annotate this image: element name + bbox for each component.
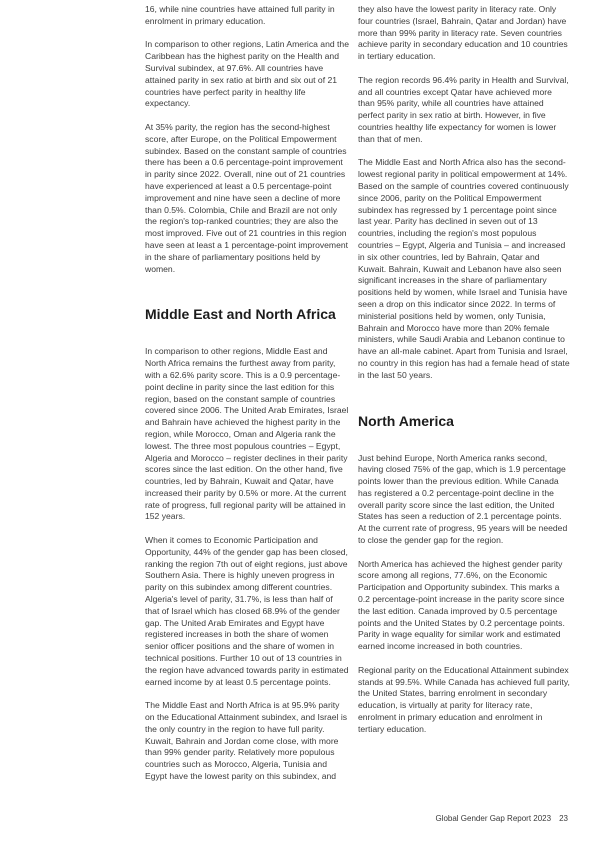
left-paragraph-6: The Middle East and North Africa is at 95.9% parity on the Educational Attainment subindex, and Israel is the only country in the region to have full parity. Kuwait, Bahrain and Jordan come close, with more than 99% gender parity. Relatively more populous countries such as Morocco, Algeria, Tunisia and Egypt have the lowest parity on this subindex, and <box>145 700 348 782</box>
right-paragraph-6: Regional parity on the Educational Attainment subindex stands at 99.5%. While Canada has achieved full parity, the United States, barring enrolment in secondary education, is virtually at parity for literacy rate, enrolment in primary education and enrolment in tertiary education. <box>358 664 570 734</box>
section-heading-north-america: North America <box>358 412 454 429</box>
left-paragraph-2: In comparison to other regions, Latin America and the Caribbean has the highest parity on the Health and Survival subindex, at 97.6%. All countries have attained parity in sex ratio at birth and six out of 21 countries have perfect parity in healthy life expectancy. <box>145 39 349 109</box>
right-paragraph-2: The region records 96.4% parity in Health and Survival, and all countries except Qatar have achieved more than 95% parity, while all countries have attained perfect parity in sex ratio at birth. However, in five countries healthy life expectancy for women is lower than that of men. <box>358 74 569 144</box>
report-title: Global Gender Gap Report 2023 <box>435 814 552 823</box>
page-footer <box>435 814 568 823</box>
left-paragraph-5: When it comes to Economic Participation and Opportunity, 44% of the gender gap has been closed, ranking the region 7th out of eight regions, just above Southern Asia. There is highly uneven progress in parity on this subindex among different countries. Algeria's level of parity, 31.7%, is less than half of that of Israel which has closed 68.9% of the gender gap. The United Arab Emirates and Egypt have registered increases in both the share of women senior officer positions and the share of women in technical positions. Further 10 out of 13 countries in the region have advanced towards parity in estimated earned income by at least 0.5 percentage points. <box>145 535 349 687</box>
right-paragraph-1: they also have the lowest parity in literacy rate. Only four countries (Israel, Bahrain, Qatar and Jordan) have more than 99% parity in literacy rate. Seven countries achieve parity in secondary education and 10 countries in tertiary education. <box>358 4 568 62</box>
right-paragraph-5: North America has achieved the highest gender parity score among all regions, 77.6%, on the Economic Participation and Opportunity subindex. This marks a 0.2 percentage-point increase in the parity score since the last edition. Canada improved by 0.5 percentage points and the United States by 0.2 percentage points. Parity in wage equality for similar work and estimated earned income increased in both countries. <box>358 558 565 652</box>
left-paragraph-4: In comparison to other regions, Middle East and North Africa remains the furthest away from parity, with a 62.6% parity score. This is a 0.9 percentage-point decline in parity since the last edition for this region, based on the constant sample of countries covered since 2006. The United Arab Emirates, Israel and Bahrain have achieved the highest parity in the region, while Morocco, Oman and Algeria rank the lowest. The three most populous countries – Egypt, Algeria and Morocco – register declines in their parity scores since the last edition. On the other hand, five countries, led by Bahrain, Kuwait and Qatar, have increased their parity by 0.5% or more. At the current rate of progress, full regional parity will be attained in 152 years. <box>145 346 349 522</box>
page-number: 23 <box>559 814 568 823</box>
left-paragraph-3: At 35% parity, the region has the second-highest score, after Europe, on the Political Empowerment subindex. Based on the constant sample of countries there has been a 0.6 percentage-point improvement in parity since 2022. Overall, nine out of 21 countries have experienced at least a 0.5 percentage-point improvement and nine have seen a decline of more than 0.5%. Colombia, Chile and Brazil are not only the region's top-ranked countries; they are also the most improved. Five out of 21 countries in this region have seen at least a 1 percentage-point improvement in the share of parliamentary positions held by women. <box>145 121 349 274</box>
section-heading-mena: Middle East and North Africa <box>145 306 336 323</box>
right-paragraph-4: Just behind Europe, North America ranks second, having closed 75% of the gap, which is 1.9 percentage points lower than the previous edition. While Canada has registered a 0.2 percentage-point decline in the overall parity score since the last edition, the United States has seen a reduction of 2.1 percentage points. At the current rate of progress, 95 years will be needed to close the gender gap for the region. <box>358 452 568 546</box>
right-column <box>358 4 570 736</box>
left-paragraph-1: 16, while nine countries have attained full parity in enrolment in primary education. <box>145 4 335 26</box>
right-paragraph-3: The Middle East and North Africa also has the second-lowest regional parity in political empowerment at 14%. Based on the sample of countries covered continuously since 2006, parity on the Political Empowerment subindex has regressed by 1 percentage point since last year. Parity has declined in seven out of 13 countries, including the region's most populous countries – Egypt, Algeria and Tunisia – and increased in six other countries, led by Bahrain, Qatar and Kuwait. Bahrain, Kuwait and Lebanon have also seen significant increases in the share of parliamentary positions held by women, while Israel and Tunisia have seen a drop on this indicator since 2022. In terms of ministerial positions held by women, only Tunisia, Bahrain and Morocco have more than 20% female ministers, while Saudi Arabia and Lebanon continue to have an all-male cabinet. Apart from Tunisia and Israel, no country in this region has had a female head of state in the last 50 years. <box>358 157 570 380</box>
left-column <box>145 4 349 783</box>
